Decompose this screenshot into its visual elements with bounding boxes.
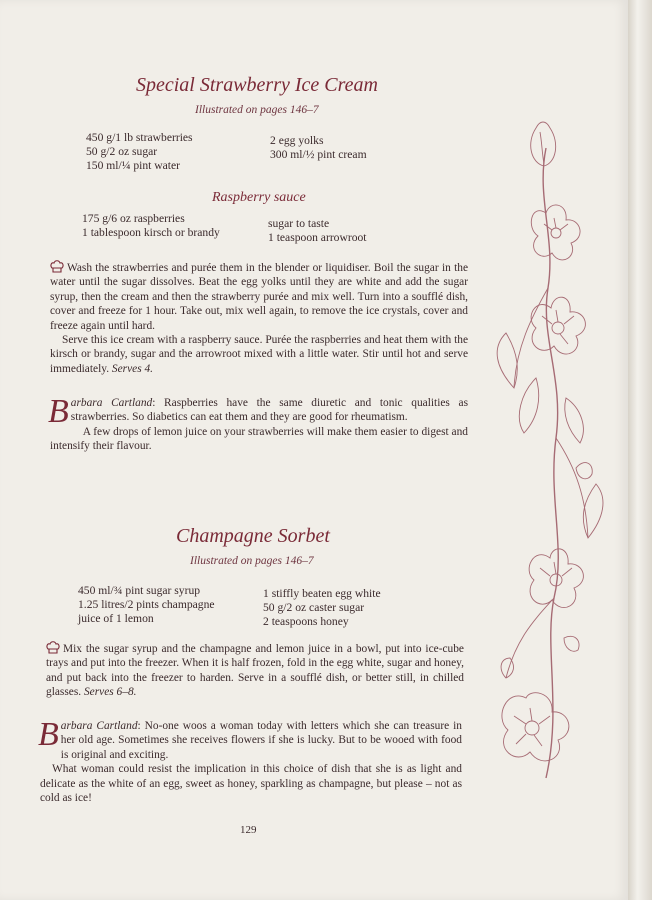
page-edge xyxy=(628,0,652,900)
serves: Serves 6–8. xyxy=(83,686,137,699)
page-number: 129 xyxy=(240,824,257,836)
method-text: Serve this ice cream with a raspberry sauce. Purée the raspberries and heat them with the kirsch or brandy, sugar and the arrowroot mixed with a little water. Stir until hot and serve immediately. xyxy=(50,334,468,375)
illustrated-note: Illustrated on pages 146–7 xyxy=(195,104,319,116)
author-name: arbara Cartland xyxy=(60,720,138,732)
illustrated-note: Illustrated on pages 146–7 xyxy=(190,555,314,567)
ingredient: 450 ml/¾ pint sugar syrup xyxy=(78,584,201,597)
ingredient: 175 g/6 oz raspberries xyxy=(82,212,185,225)
note-text: : Raspberries have the same diuretic and tonic qualities as strawberries. So diabetics can eat them and they are good for rheumatism. xyxy=(70,397,468,424)
ingredients-right xyxy=(270,134,367,162)
method-text: Mix the sugar syrup and the champagne and lemon juice in a bowl, put into ice-cube trays and put into the freezer. When it is half frozen, fold in the egg white, sugar and honey, and put back into the freezer to harden. Serve in a soufflé dish, or better still, in chilled glasses. xyxy=(46,643,464,699)
sauce-ingredients-right xyxy=(268,217,367,245)
serves: Serves 4. xyxy=(111,362,154,375)
ingredient: 1 tablespoon kirsch or brandy xyxy=(82,226,220,239)
sauce-ingredients-left xyxy=(82,212,220,240)
ingredients-left xyxy=(78,584,215,626)
ingredient: 1.25 litres/2 pints champagne xyxy=(78,598,215,611)
ingredient: 450 g/1 lb strawberries xyxy=(86,131,193,144)
chef-hat-icon xyxy=(46,641,60,654)
drop-cap: B xyxy=(38,716,59,753)
ingredient: 2 teaspoons honey xyxy=(263,615,349,628)
ingredient: 1 stiffly beaten egg white xyxy=(263,587,381,600)
author-name: arbara Cartland xyxy=(70,397,153,409)
author-note-strawberry xyxy=(48,393,468,454)
ingredient: 1 teaspoon arrowroot xyxy=(268,231,367,244)
blossom-branch-illustration xyxy=(476,118,616,798)
ingredients-left xyxy=(86,131,193,173)
chef-hat-icon xyxy=(50,260,64,273)
ingredient: juice of 1 lemon xyxy=(78,612,154,625)
method-champagne xyxy=(46,641,464,700)
author-note-champagne xyxy=(38,716,462,805)
ingredient: 2 egg yolks xyxy=(270,134,324,147)
recipe-title-strawberry-ice-cream: Special Strawberry Ice Cream xyxy=(136,74,378,96)
recipe-title-champagne-sorbet: Champagne Sorbet xyxy=(176,525,330,547)
ingredients-right xyxy=(263,587,381,629)
ingredient: 150 ml/¼ pint water xyxy=(86,159,181,172)
method-strawberry xyxy=(50,260,468,376)
ingredient: sugar to taste xyxy=(268,217,330,230)
ingredient: 300 ml/½ pint cream xyxy=(270,148,367,161)
note-text: A few drops of lemon juice on your strawberries will make them easier to digest and intensify their flavour. xyxy=(50,425,468,453)
method-text: Wash the strawberries and purée them in the blender or liquidiser. Boil the sugar in the water until the sugar dissolves. Beat the egg yolks until they are white and add the sugar syrup, then the cream and then the strawberry purée and mix well. Turn into a soufflé dish, cover and freeze for 1 hour. Take out, mix well again, to remove the ice crystals, cover and freeze again until hard. xyxy=(50,262,468,332)
note-text: What woman could resist the implication in this choice of dish that she is as light and delicate as the white of an egg, sweet as honey, sparkling as champagne, but please – not as cold as ice! xyxy=(40,763,462,805)
note-text: : No-one woos a woman today with letters which she can treasure in her old age. Sometimes she receives flowers if she is lucky. But to be wooed with food is original and exciting. xyxy=(60,720,462,761)
drop-cap: B xyxy=(48,393,69,430)
ingredient: 50 g/2 oz sugar xyxy=(86,145,158,158)
sauce-title: Raspberry sauce xyxy=(212,190,306,205)
ingredient: 50 g/2 oz caster sugar xyxy=(263,601,365,614)
